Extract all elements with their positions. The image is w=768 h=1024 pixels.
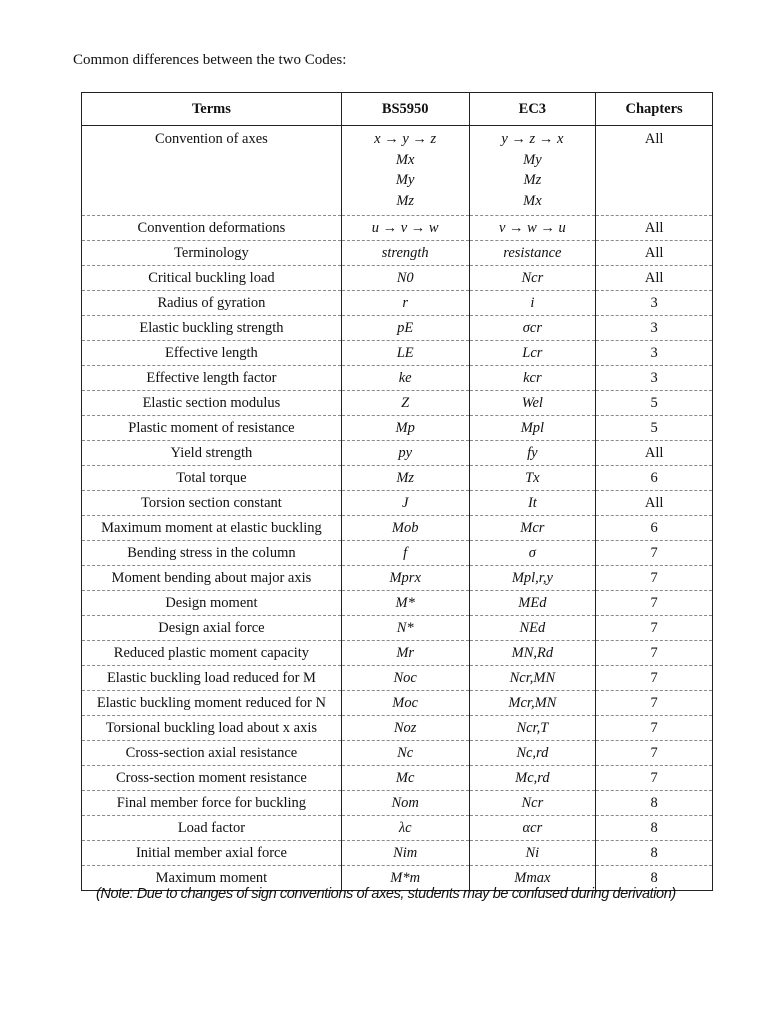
bs5950-symbol-cell: x → y → z Mx My Mz — [341, 126, 469, 216]
bs5950-symbol-cell: N0 — [341, 266, 469, 291]
comparison-table — [81, 92, 713, 891]
table-row — [82, 591, 713, 616]
ec3-symbol-cell: MN,Rd — [469, 641, 596, 666]
table-row — [82, 126, 713, 216]
bs5950-symbol-cell: Mz — [341, 466, 469, 491]
ec3-symbol-cell: Ni — [469, 841, 596, 866]
table-row — [82, 241, 713, 266]
header-terms: Terms — [82, 93, 342, 126]
term-cell: Elastic buckling moment reduced for N — [82, 691, 342, 716]
chapter-cell: 7 — [596, 616, 713, 641]
table-row — [82, 391, 713, 416]
ec3-symbol-cell: σ — [469, 541, 596, 566]
bs5950-symbol-cell: pE — [341, 316, 469, 341]
ec3-symbol-cell: Mpl,r,y — [469, 566, 596, 591]
ec3-symbol-cell: kcr — [469, 366, 596, 391]
chapter-cell: 6 — [596, 516, 713, 541]
chapter-cell: 7 — [596, 691, 713, 716]
header-bs5950: BS5950 — [341, 93, 469, 126]
chapter-cell: 5 — [596, 416, 713, 441]
ec3-symbol-cell: resistance — [469, 241, 596, 266]
bs5950-symbol-cell: J — [341, 491, 469, 516]
ec3-symbol-cell: Lcr — [469, 341, 596, 366]
chapter-cell: 3 — [596, 316, 713, 341]
term-cell: Maximum moment at elastic buckling — [82, 516, 342, 541]
bs5950-symbol-cell: strength — [341, 241, 469, 266]
bs5950-symbol-cell: Noz — [341, 716, 469, 741]
chapter-cell: 6 — [596, 466, 713, 491]
term-cell: Final member force for buckling — [82, 791, 342, 816]
ec3-symbol-cell: i — [469, 291, 596, 316]
table-row — [82, 816, 713, 841]
bs5950-symbol-cell: LE — [341, 341, 469, 366]
chapter-cell: 7 — [596, 666, 713, 691]
term-cell: Effective length — [82, 341, 342, 366]
chapter-cell: 7 — [596, 741, 713, 766]
bs5950-symbol-cell: M* — [341, 591, 469, 616]
ec3-symbol-cell: σcr — [469, 316, 596, 341]
term-cell: Initial member axial force — [82, 841, 342, 866]
chapter-cell: 7 — [596, 541, 713, 566]
ec3-symbol-cell: Nc,rd — [469, 741, 596, 766]
footnote: (Note: Due to changes of sign conventions of axes, students may be confused during derivation) — [96, 886, 676, 902]
chapter-cell: 5 — [596, 391, 713, 416]
term-cell: Radius of gyration — [82, 291, 342, 316]
ec3-symbol-cell: Mmax — [469, 866, 596, 891]
bs5950-symbol-cell: ke — [341, 366, 469, 391]
bs5950-symbol-cell: Moc — [341, 691, 469, 716]
chapter-cell: 7 — [596, 591, 713, 616]
header-chapters: Chapters — [596, 93, 713, 126]
ec3-symbol-cell: Mcr,MN — [469, 691, 596, 716]
table-row — [82, 416, 713, 441]
ec3-symbol-cell: Ncr — [469, 266, 596, 291]
table-body — [82, 126, 713, 891]
bs5950-symbol-cell: Nim — [341, 841, 469, 866]
ec3-symbol-cell: MEd — [469, 591, 596, 616]
term-cell: Effective length factor — [82, 366, 342, 391]
term-cell: Total torque — [82, 466, 342, 491]
ec3-symbol-cell: αcr — [469, 816, 596, 841]
header-ec3: EC3 — [469, 93, 596, 126]
term-cell: Elastic buckling strength — [82, 316, 342, 341]
table-header-row — [82, 93, 713, 126]
chapter-cell: 3 — [596, 291, 713, 316]
bs5950-symbol-cell: Nom — [341, 791, 469, 816]
chapter-cell: All — [596, 241, 713, 266]
table-row — [82, 316, 713, 341]
term-cell: Load factor — [82, 816, 342, 841]
chapter-cell: 3 — [596, 366, 713, 391]
chapter-cell: All — [596, 441, 713, 466]
bs5950-symbol-cell: Noc — [341, 666, 469, 691]
ec3-symbol-cell: Tx — [469, 466, 596, 491]
bs5950-symbol-cell: Mc — [341, 766, 469, 791]
bs5950-symbol-cell: r — [341, 291, 469, 316]
table-row — [82, 691, 713, 716]
term-cell: Design moment — [82, 591, 342, 616]
bs5950-symbol-cell: N* — [341, 616, 469, 641]
table-row — [82, 341, 713, 366]
chapter-cell: 7 — [596, 641, 713, 666]
term-cell: Torsion section constant — [82, 491, 342, 516]
term-cell: Critical buckling load — [82, 266, 342, 291]
term-cell: Yield strength — [82, 441, 342, 466]
bs5950-symbol-cell: Mprx — [341, 566, 469, 591]
table-row — [82, 491, 713, 516]
ec3-symbol-cell: v → w → u — [469, 216, 596, 241]
table-row — [82, 266, 713, 291]
table-row — [82, 541, 713, 566]
table-row — [82, 516, 713, 541]
ec3-symbol-cell: y → z → x My Mz Mx — [469, 126, 596, 216]
chapter-cell: 8 — [596, 816, 713, 841]
chapter-cell: 8 — [596, 841, 713, 866]
bs5950-symbol-cell: f — [341, 541, 469, 566]
chapter-cell: All — [596, 216, 713, 241]
ec3-symbol-cell: Ncr,T — [469, 716, 596, 741]
bs5950-symbol-cell: λc — [341, 816, 469, 841]
table-row — [82, 441, 713, 466]
chapter-cell: All — [596, 491, 713, 516]
chapter-cell: 7 — [596, 566, 713, 591]
table-row — [82, 291, 713, 316]
bs5950-symbol-cell: M*m — [341, 866, 469, 891]
table-row — [82, 791, 713, 816]
ec3-symbol-cell: Ncr — [469, 791, 596, 816]
bs5950-symbol-cell: Mr — [341, 641, 469, 666]
table-row — [82, 666, 713, 691]
term-cell: Maximum moment — [82, 866, 342, 891]
table-row — [82, 841, 713, 866]
chapter-cell: All — [596, 126, 713, 216]
term-cell: Design axial force — [82, 616, 342, 641]
term-cell: Cross-section axial resistance — [82, 741, 342, 766]
chapter-cell: 3 — [596, 341, 713, 366]
table-row — [82, 366, 713, 391]
term-cell: Plastic moment of resistance — [82, 416, 342, 441]
table-row — [82, 716, 713, 741]
chapter-cell: 8 — [596, 791, 713, 816]
term-cell: Convention deformations — [82, 216, 342, 241]
term-cell: Convention of axes — [82, 126, 342, 216]
term-cell: Torsional buckling load about x axis — [82, 716, 342, 741]
chapter-cell: All — [596, 266, 713, 291]
table-row — [82, 466, 713, 491]
chapter-cell: 7 — [596, 716, 713, 741]
bs5950-symbol-cell: u → v → w — [341, 216, 469, 241]
ec3-symbol-cell: Ncr,MN — [469, 666, 596, 691]
term-cell: Cross-section moment resistance — [82, 766, 342, 791]
table-row — [82, 741, 713, 766]
ec3-symbol-cell: NEd — [469, 616, 596, 641]
table-row — [82, 216, 713, 241]
bs5950-symbol-cell: Mob — [341, 516, 469, 541]
table-row — [82, 616, 713, 641]
bs5950-symbol-cell: Mp — [341, 416, 469, 441]
term-cell: Terminology — [82, 241, 342, 266]
term-cell: Elastic buckling load reduced for M — [82, 666, 342, 691]
ec3-symbol-cell: Wel — [469, 391, 596, 416]
term-cell: Reduced plastic moment capacity — [82, 641, 342, 666]
term-cell: Bending stress in the column — [82, 541, 342, 566]
term-cell: Elastic section modulus — [82, 391, 342, 416]
ec3-symbol-cell: fy — [469, 441, 596, 466]
chapter-cell: 7 — [596, 766, 713, 791]
table-row — [82, 641, 713, 666]
intro-text: Common differences between the two Codes: — [73, 52, 347, 68]
ec3-symbol-cell: Mcr — [469, 516, 596, 541]
ec3-symbol-cell: Mc,rd — [469, 766, 596, 791]
table-row — [82, 766, 713, 791]
table-row — [82, 566, 713, 591]
bs5950-symbol-cell: Z — [341, 391, 469, 416]
bs5950-symbol-cell: py — [341, 441, 469, 466]
bs5950-symbol-cell: Nc — [341, 741, 469, 766]
term-cell: Moment bending about major axis — [82, 566, 342, 591]
ec3-symbol-cell: It — [469, 491, 596, 516]
ec3-symbol-cell: Mpl — [469, 416, 596, 441]
chapter-cell: 8 — [596, 866, 713, 891]
